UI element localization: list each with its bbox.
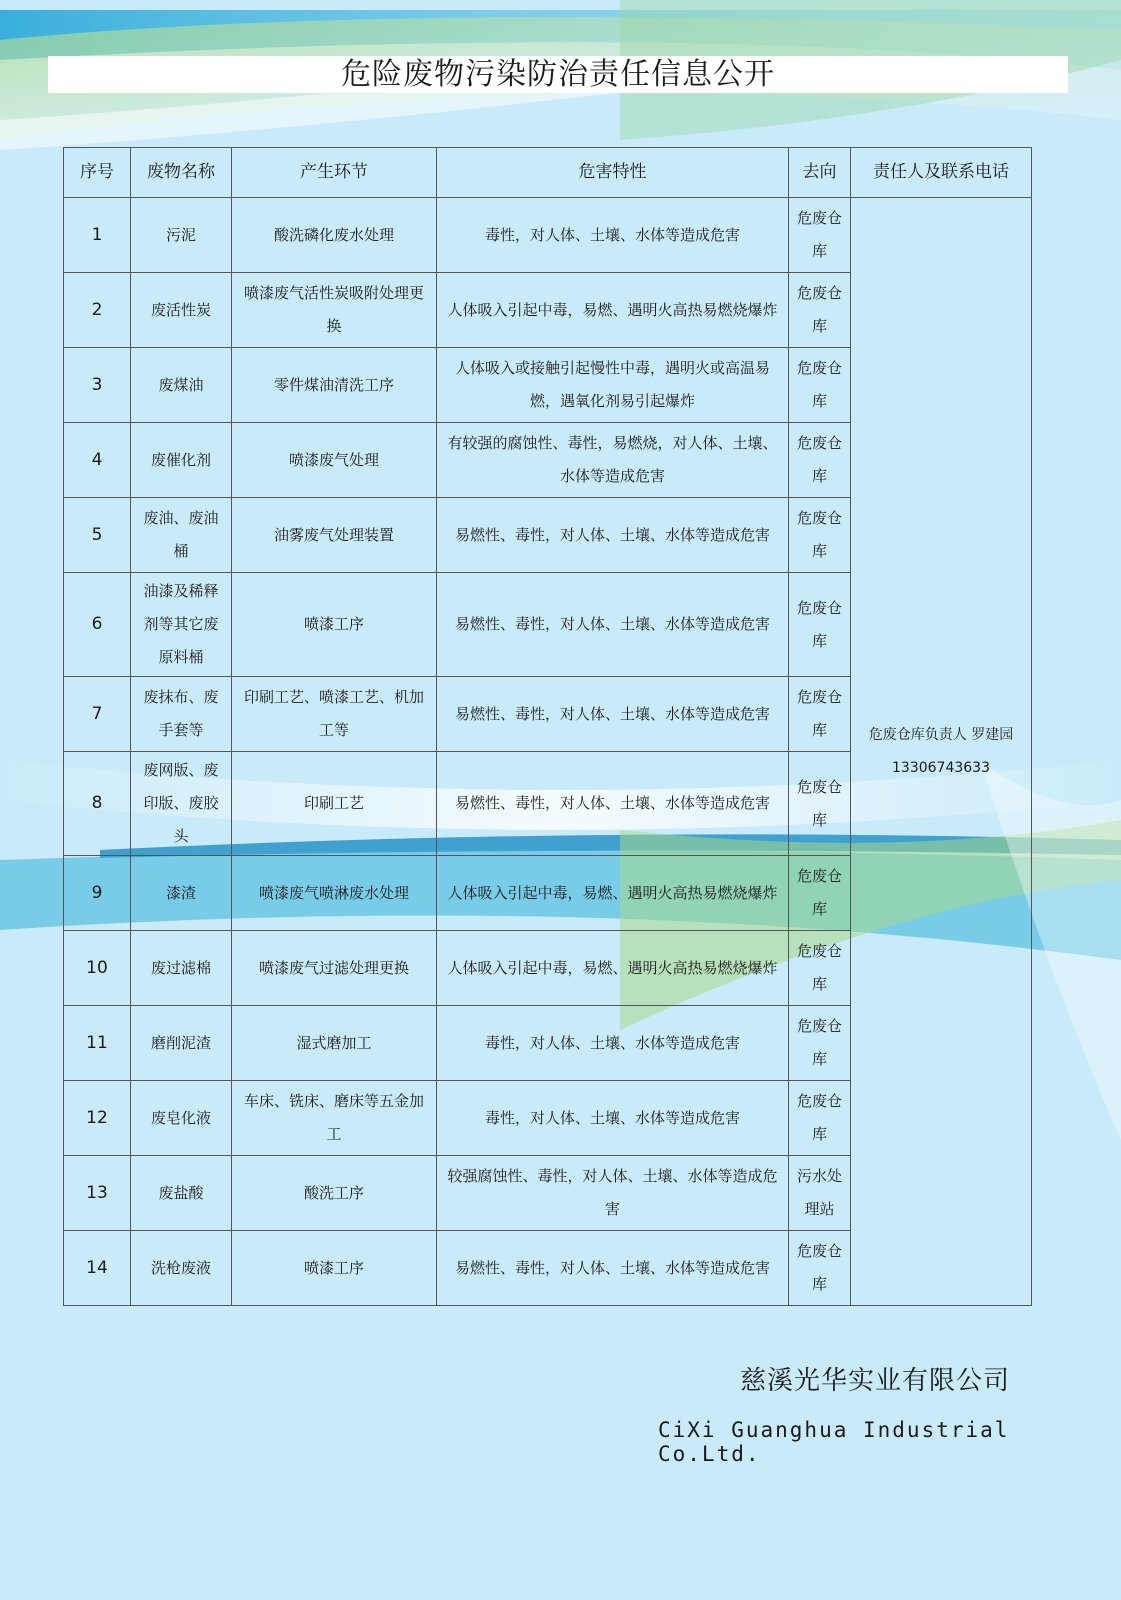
cell-hazard: 易燃性、毒性，对人体、土壤、水体等造成危害 xyxy=(437,573,789,677)
table-header-row xyxy=(64,148,1032,198)
cell-no: 1 xyxy=(64,198,131,273)
cell-waste-name: 磨削泥渣 xyxy=(131,1006,232,1081)
cell-contact xyxy=(851,198,1032,1306)
cell-hazard: 毒性，对人体、土壤、水体等造成危害 xyxy=(437,1006,789,1081)
cell-stage: 喷漆废气处理 xyxy=(232,423,437,498)
cell-destination: 危废仓库 xyxy=(789,1006,851,1081)
cell-no: 7 xyxy=(64,677,131,752)
cell-hazard: 易燃性、毒性，对人体、土壤、水体等造成危害 xyxy=(437,752,789,856)
company-name-cn: 慈溪光华实业有限公司 xyxy=(740,1366,1011,1396)
hazardous-waste-table xyxy=(63,147,1032,1306)
cell-no: 2 xyxy=(64,273,131,348)
cell-no: 11 xyxy=(64,1006,131,1081)
header-stage: 产生环节 xyxy=(232,148,437,198)
page-title: 危险废物污染防治责任信息公开 xyxy=(48,56,1068,93)
cell-stage: 酸洗工序 xyxy=(232,1156,437,1231)
cell-destination: 污水处理站 xyxy=(789,1156,851,1231)
cell-waste-name: 废过滤棉 xyxy=(131,931,232,1006)
cell-no: 3 xyxy=(64,348,131,423)
cell-hazard: 毒性，对人体、土壤、水体等造成危害 xyxy=(437,1081,789,1156)
cell-stage: 印刷工艺、喷漆工艺、机加工等 xyxy=(232,677,437,752)
cell-waste-name: 废抹布、废手套等 xyxy=(131,677,232,752)
cell-no: 9 xyxy=(64,856,131,931)
cell-waste-name: 污泥 xyxy=(131,198,232,273)
cell-destination: 危废仓库 xyxy=(789,348,851,423)
cell-no: 13 xyxy=(64,1156,131,1231)
cell-hazard: 人体吸入引起中毒，易燃、遇明火高热易燃烧爆炸 xyxy=(437,931,789,1006)
header-hazard: 危害特性 xyxy=(437,148,789,198)
contact-phone: 13306743633 xyxy=(892,759,990,776)
cell-hazard: 人体吸入或接触引起慢性中毒，遇明火或高温易燃，遇氧化剂易引起爆炸 xyxy=(437,348,789,423)
cell-waste-name: 废油、废油桶 xyxy=(131,498,232,573)
cell-waste-name: 废皂化液 xyxy=(131,1081,232,1156)
cell-stage: 酸洗磷化废水处理 xyxy=(232,198,437,273)
cell-stage: 印刷工艺 xyxy=(232,752,437,856)
cell-waste-name: 洗枪废液 xyxy=(131,1231,232,1306)
cell-destination: 危废仓库 xyxy=(789,752,851,856)
cell-no: 4 xyxy=(64,423,131,498)
cell-stage: 喷漆废气喷淋废水处理 xyxy=(232,856,437,931)
cell-stage: 喷漆废气活性炭吸附处理更换 xyxy=(232,273,437,348)
cell-stage: 零件煤油清洗工序 xyxy=(232,348,437,423)
cell-destination: 危废仓库 xyxy=(789,856,851,931)
cell-destination: 危废仓库 xyxy=(789,198,851,273)
cell-waste-name: 废煤油 xyxy=(131,348,232,423)
cell-stage: 油雾废气处理装置 xyxy=(232,498,437,573)
cell-destination: 危废仓库 xyxy=(789,931,851,1006)
cell-no: 14 xyxy=(64,1231,131,1306)
cell-destination: 危废仓库 xyxy=(789,1081,851,1156)
cell-waste-name: 漆渣 xyxy=(131,856,232,931)
cell-hazard: 人体吸入引起中毒，易燃、遇明火高热易燃烧爆炸 xyxy=(437,856,789,931)
cell-hazard: 易燃性、毒性，对人体、土壤、水体等造成危害 xyxy=(437,1231,789,1306)
header-no: 序号 xyxy=(64,148,131,198)
cell-waste-name: 废活性炭 xyxy=(131,273,232,348)
cell-destination: 危废仓库 xyxy=(789,677,851,752)
cell-waste-name: 油漆及稀释剂等其它废原料桶 xyxy=(131,573,232,677)
cell-waste-name: 废网版、废印版、废胶头 xyxy=(131,752,232,856)
cell-hazard: 易燃性、毒性，对人体、土壤、水体等造成危害 xyxy=(437,498,789,573)
header-waste-name: 废物名称 xyxy=(131,148,232,198)
cell-destination: 危废仓库 xyxy=(789,273,851,348)
cell-stage: 喷漆工序 xyxy=(232,1231,437,1306)
cell-destination: 危废仓库 xyxy=(789,498,851,573)
cell-hazard: 易燃性、毒性，对人体、土壤、水体等造成危害 xyxy=(437,677,789,752)
cell-destination: 危废仓库 xyxy=(789,423,851,498)
cell-stage: 喷漆工序 xyxy=(232,573,437,677)
contact-person: 危废仓库负责人 罗建园 xyxy=(868,726,1014,743)
cell-hazard: 人体吸入引起中毒，易燃、遇明火高热易燃烧爆炸 xyxy=(437,273,789,348)
header-destination: 去向 xyxy=(789,148,851,198)
cell-hazard: 毒性，对人体、土壤、水体等造成危害 xyxy=(437,198,789,273)
cell-no: 5 xyxy=(64,498,131,573)
cell-no: 12 xyxy=(64,1081,131,1156)
cell-stage: 喷漆废气过滤处理更换 xyxy=(232,931,437,1006)
cell-stage: 湿式磨加工 xyxy=(232,1006,437,1081)
cell-no: 6 xyxy=(64,573,131,677)
cell-no: 10 xyxy=(64,931,131,1006)
cell-hazard: 有较强的腐蚀性、毒性，易燃烧，对人体、土壤、水体等造成危害 xyxy=(437,423,789,498)
cell-no: 8 xyxy=(64,752,131,856)
cell-destination: 危废仓库 xyxy=(789,1231,851,1306)
cell-waste-name: 废盐酸 xyxy=(131,1156,232,1231)
cell-hazard: 较强腐蚀性、毒性，对人体、土壤、水体等造成危害 xyxy=(437,1156,789,1231)
header-contact: 责任人及联系电话 xyxy=(851,148,1032,198)
cell-stage: 车床、铣床、磨床等五金加工 xyxy=(232,1081,437,1156)
company-name-en: CiXi Guanghua Industrial Co.Ltd. xyxy=(658,1418,1010,1466)
cell-destination: 危废仓库 xyxy=(789,573,851,677)
cell-waste-name: 废催化剂 xyxy=(131,423,232,498)
table-row xyxy=(64,198,1032,273)
